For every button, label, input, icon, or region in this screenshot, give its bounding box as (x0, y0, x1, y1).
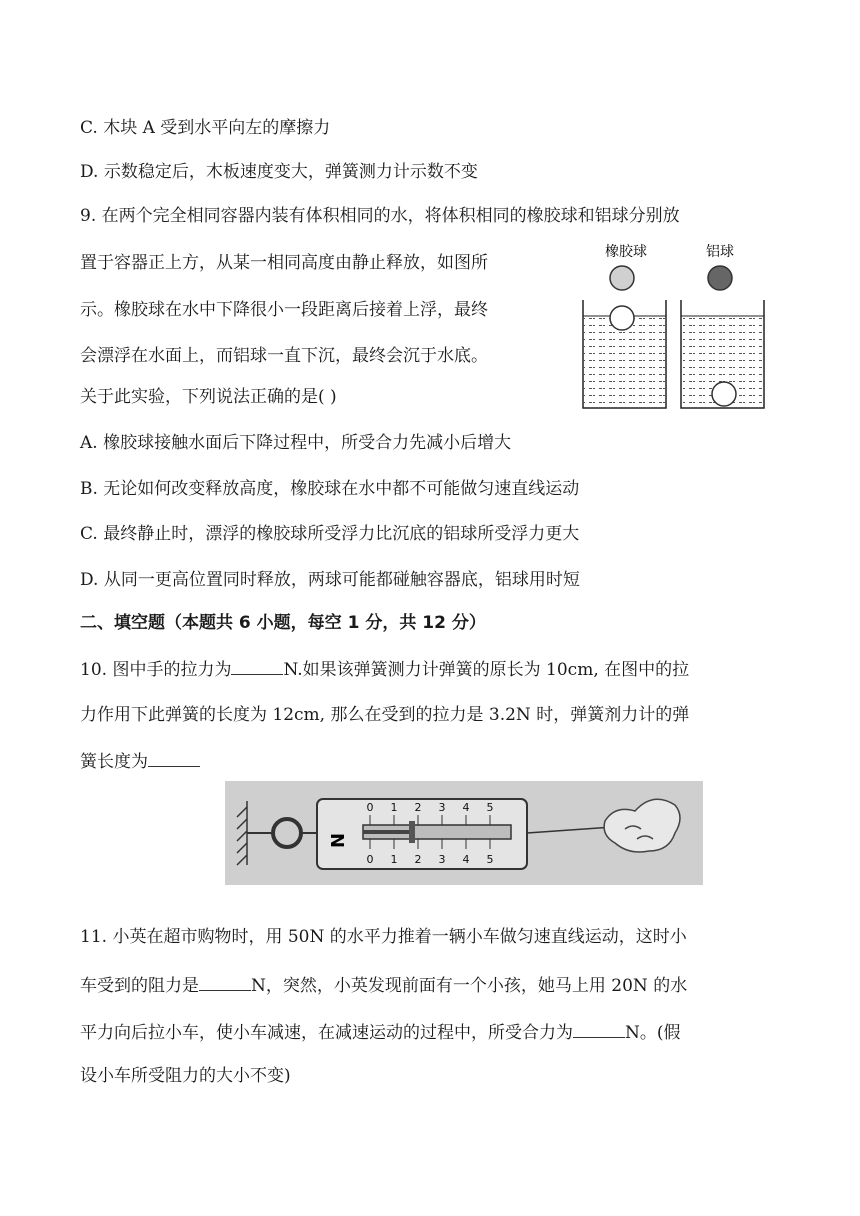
q11-blank-2[interactable] (573, 1019, 625, 1038)
q9-option-a: A. 橡胶球接触水面后下降过程中，所受合力先减小后增大 (80, 433, 512, 453)
q9-stem-line3: 示。橡胶球在水中下降很小一段距离后接着上浮，最终 (80, 300, 488, 320)
aluminum-ball-above (708, 266, 732, 290)
q10-line3 (80, 748, 200, 774)
q11-line2 (80, 972, 687, 998)
q9-option-b: B. 无论如何改变释放高度，橡胶球在水中都不可能做匀速直线运动 (80, 479, 580, 499)
option-c-prev: C. 木块 A 受到水平向左的摩擦力 (80, 118, 331, 138)
q10-blank-2[interactable] (148, 748, 200, 767)
top-tick-0: 0 (366, 801, 374, 814)
rubber-ball-above (610, 266, 634, 290)
left-container (583, 300, 666, 408)
option-d-prev: D. 示数稳定后，木板速度变大，弹簧测力计示数不变 (80, 162, 478, 182)
aluminum-ball-at-bottom (712, 382, 736, 406)
q10-line1 (80, 656, 689, 682)
right-container (681, 300, 764, 408)
q9-stem-line4: 会漂浮在水面上，而铝球一直下沉，最终会沉于水底。 (80, 346, 488, 366)
q9-option-c: C. 最终静止时，漂浮的橡胶球所受浮力比沉底的铝球所受浮力更大 (80, 524, 580, 544)
bottom-tick-3: 3 (438, 853, 446, 866)
scale-unit-label: N (326, 833, 347, 849)
top-tick-3: 3 (438, 801, 446, 814)
q11-line3 (80, 1019, 681, 1045)
bottom-tick-4: 4 (462, 853, 470, 866)
q9-stem-line1: 9. 在两个完全相同容器内装有体积相同的水，将体积相同的橡胶球和铝球分别放 (80, 206, 680, 226)
q9-stem-line2: 置于容器正上方，从某一相同高度由静止释放，如图所 (80, 253, 488, 273)
q10-blank-1[interactable] (231, 656, 283, 675)
q10-line1-a: 10. 图中手的拉力为 (80, 660, 232, 680)
top-tick-2: 2 (414, 801, 422, 814)
q9-option-d: D. 从同一更高位置同时释放，两球可能都碰触容器底，铝球用时短 (80, 570, 580, 590)
q11-line1: 11. 小英在超市购物时，用 50N 的水平力推着一辆小车做匀速直线运动，这时小 (80, 927, 687, 947)
bottom-tick-2: 2 (414, 853, 422, 866)
rubber-ball-in-water (610, 306, 634, 330)
bottom-tick-5: 5 (486, 853, 494, 866)
top-tick-5: 5 (486, 801, 494, 814)
aluminum-ball-label: 铝球 (706, 244, 734, 260)
spring-scale-figure (225, 781, 703, 885)
q11-line3-a: 平力向后拉小车，使小车减速，在减速运动的过程中，所受合力为 (80, 1023, 573, 1043)
q11-line3-b: N。(假 (625, 1023, 681, 1043)
q11-blank-1[interactable] (199, 972, 251, 991)
top-tick-4: 4 (462, 801, 470, 814)
top-tick-1: 1 (390, 801, 398, 814)
rubber-ball-label: 橡胶球 (605, 244, 647, 260)
q9-stem-line5: 关于此实验，下列说法正确的是( ) (80, 387, 337, 407)
q9-containers-figure (578, 238, 778, 413)
bottom-tick-1: 1 (390, 853, 398, 866)
q11-line2-b: N，突然，小英发现前面有一个小孩，她马上用 20N 的水 (251, 976, 688, 996)
q10-line1-b: N.如果该弹簧测力计弹簧的原长为 10cm, 在图中的拉 (283, 660, 690, 680)
q10-line2: 力作用下此弹簧的长度为 12cm, 那么在受到的拉力是 3.2N 时，弹簧剂力计的弹 (80, 705, 690, 725)
q10-line3-text: 簧长度为 (80, 752, 148, 772)
section-heading: 二、填空题（本题共 6 小题，每空 1 分，共 12 分） (80, 613, 486, 633)
q11-line2-a: 车受到的阻力是 (80, 976, 199, 996)
bottom-tick-0: 0 (366, 853, 374, 866)
q11-line4: 设小车所受阻力的大小不变) (80, 1066, 291, 1086)
